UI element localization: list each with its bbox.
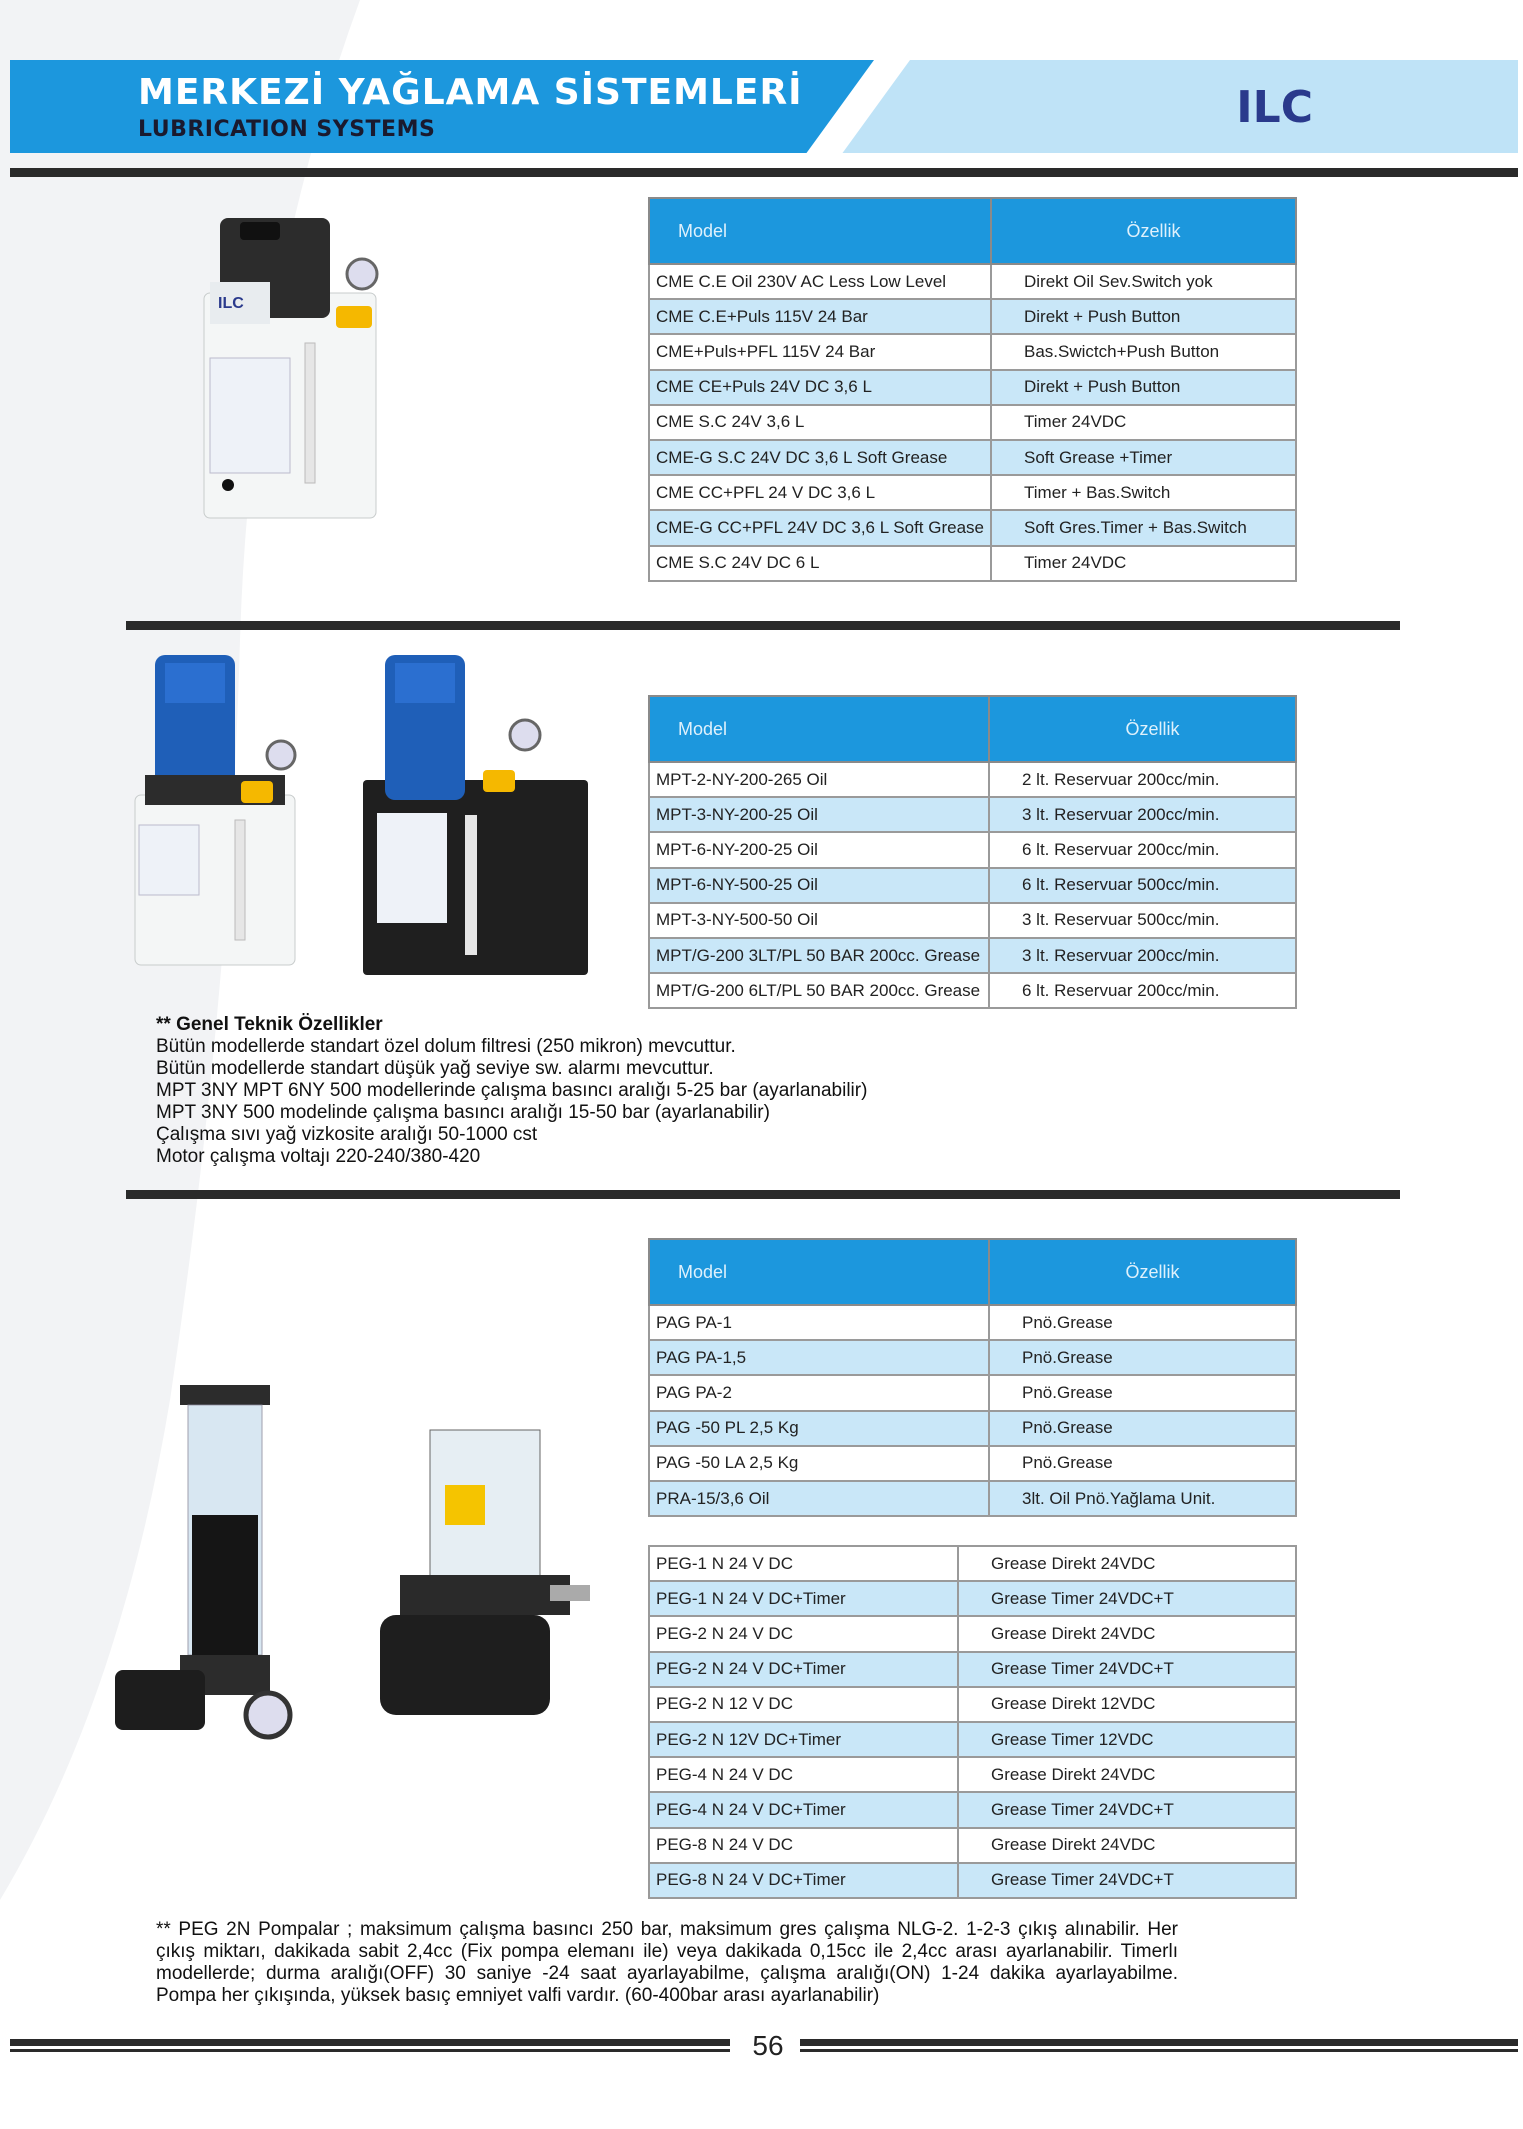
note-line: MPT 3NY MPT 6NY 500 modellerinde çalışma basıncı aralığı 5-25 bar (ayarlanabilir): [156, 1080, 868, 1101]
model-cell: PEG-1 N 24 V DC: [649, 1546, 958, 1581]
svg-text:ILC: ILC: [218, 295, 244, 312]
table-row: [649, 1305, 1296, 1340]
table-row: [649, 334, 1296, 369]
feature-cell: 2 lt. Reservuar 200cc/min.: [989, 762, 1296, 797]
feature-cell: 6 lt. Reservuar 200cc/min.: [989, 973, 1296, 1008]
model-cell: PAG -50 LA 2,5 Kg: [649, 1446, 989, 1481]
notes-heading: ** Genel Teknik Özellikler: [156, 1014, 383, 1035]
model-header: Model: [649, 198, 991, 264]
cme-unit-image: [200, 218, 385, 523]
table-row: [649, 1446, 1296, 1481]
feature-cell: Pnö.Grease: [989, 1446, 1296, 1481]
model-cell: CME S.C 24V 3,6 L: [649, 405, 991, 440]
footer-rule-right-thin: [800, 2049, 1518, 2052]
table-row: [649, 1687, 1296, 1722]
table-row: [649, 1828, 1296, 1863]
mpt-table: [648, 695, 1297, 1009]
feature-cell: Grease Timer 24VDC+T: [958, 1581, 1296, 1616]
feature-cell: Grease Timer 24VDC+T: [958, 1792, 1296, 1827]
model-cell: CME+Puls+PFL 115V 24 Bar: [649, 334, 991, 369]
model-cell: MPT-6-NY-500-25 Oil: [649, 868, 989, 903]
peg-unit-image: [370, 1425, 600, 1725]
table-row: [649, 1863, 1296, 1898]
model-header: Model: [649, 1239, 989, 1305]
feature-cell: Grease Direkt 12VDC: [958, 1687, 1296, 1722]
table-row: [649, 264, 1296, 299]
section-divider: [126, 1190, 1400, 1199]
feature-header: Özellik: [989, 696, 1296, 762]
model-cell: CME CE+Puls 24V DC 3,6 L: [649, 370, 991, 405]
feature-cell: 3lt. Oil Pnö.Yağlama Unit.: [989, 1481, 1296, 1516]
page-subtitle: LUBRICATION SYSTEMS: [138, 117, 436, 142]
model-cell: PEG-2 N 24 V DC: [649, 1616, 958, 1651]
mpt-black-unit-image: [355, 655, 595, 980]
model-cell: PAG PA-2: [649, 1375, 989, 1410]
feature-cell: Grease Timer 24VDC+T: [958, 1652, 1296, 1687]
model-cell: MPT-6-NY-200-25 Oil: [649, 832, 989, 867]
feature-cell: Timer + Bas.Switch: [991, 475, 1296, 510]
model-cell: CME C.E Oil 230V AC Less Low Level: [649, 264, 991, 299]
feature-cell: Grease Timer 12VDC: [958, 1722, 1296, 1757]
model-header: Model: [649, 696, 989, 762]
feature-cell: Pnö.Grease: [989, 1375, 1296, 1410]
table-row: [649, 868, 1296, 903]
feature-cell: 6 lt. Reservuar 500cc/min.: [989, 868, 1296, 903]
model-cell: PEG-4 N 24 V DC+Timer: [649, 1792, 958, 1827]
footer-rule-left-thin: [10, 2049, 730, 2052]
table-row: [649, 440, 1296, 475]
model-cell: PEG-1 N 24 V DC+Timer: [649, 1581, 958, 1616]
feature-cell: 6 lt. Reservuar 200cc/min.: [989, 832, 1296, 867]
model-cell: PAG PA-1,5: [649, 1340, 989, 1375]
note-line: Çalışma sıvı yağ vizkosite aralığı 50-1000 cst: [156, 1124, 538, 1145]
model-cell: MPT/G-200 6LT/PL 50 BAR 200cc. Grease: [649, 973, 989, 1008]
pag-table: [648, 1238, 1297, 1517]
note-line: Motor çalışma voltajı 220-240/380-420: [156, 1146, 481, 1167]
feature-cell: Pnö.Grease: [989, 1340, 1296, 1375]
model-cell: PEG-8 N 24 V DC+Timer: [649, 1863, 958, 1898]
model-cell: MPT-3-NY-500-50 Oil: [649, 903, 989, 938]
feature-cell: 3 lt. Reservuar 500cc/min.: [989, 903, 1296, 938]
model-cell: PAG PA-1: [649, 1305, 989, 1340]
feature-cell: Direkt Oil Sev.Switch yok: [991, 264, 1296, 299]
model-cell: PEG-2 N 12V DC+Timer: [649, 1722, 958, 1757]
general-notes: [156, 1014, 867, 1168]
feature-cell: Pnö.Grease: [989, 1411, 1296, 1446]
feature-header: Özellik: [989, 1239, 1296, 1305]
feature-cell: Pnö.Grease: [989, 1305, 1296, 1340]
table-row: [649, 832, 1296, 867]
feature-cell: 3 lt. Reservuar 200cc/min.: [989, 938, 1296, 973]
mpt-white-unit-image: [125, 655, 315, 970]
feature-cell: Soft Gres.Timer + Bas.Switch: [991, 510, 1296, 545]
page-title: MERKEZİ YAĞLAMA SİSTEMLERİ: [138, 72, 803, 113]
feature-cell: Direkt + Push Button: [991, 370, 1296, 405]
feature-header: Özellik: [991, 198, 1296, 264]
table-row: [649, 510, 1296, 545]
feature-cell: Soft Grease +Timer: [991, 440, 1296, 475]
feature-cell: Timer 24VDC: [991, 405, 1296, 440]
table-row: [649, 1340, 1296, 1375]
note-line: Bütün modellerde standart düşük yağ seviye sw. alarmı mevcuttur.: [156, 1058, 714, 1079]
note-line: Bütün modellerde standart özel dolum filtresi (250 mikron) mevcuttur.: [156, 1036, 736, 1057]
table-row: [649, 546, 1296, 581]
table-row: [649, 1757, 1296, 1792]
model-cell: CME S.C 24V DC 6 L: [649, 546, 991, 581]
model-cell: PAG -50 PL 2,5 Kg: [649, 1411, 989, 1446]
table-row: [649, 405, 1296, 440]
feature-cell: Grease Direkt 24VDC: [958, 1757, 1296, 1792]
table-row: [649, 797, 1296, 832]
model-cell: MPT-3-NY-200-25 Oil: [649, 797, 989, 832]
model-cell: CME-G S.C 24V DC 3,6 L Soft Grease: [649, 440, 991, 475]
feature-cell: 3 lt. Reservuar 200cc/min.: [989, 797, 1296, 832]
section-divider: [126, 621, 1400, 630]
table-row: [649, 1652, 1296, 1687]
table-row: [649, 1411, 1296, 1446]
peg-table: [648, 1545, 1297, 1899]
model-cell: MPT/G-200 3LT/PL 50 BAR 200cc. Grease: [649, 938, 989, 973]
table-row: [649, 938, 1296, 973]
model-cell: PEG-2 N 24 V DC+Timer: [649, 1652, 958, 1687]
note-line: MPT 3NY 500 modelinde çalışma basıncı aralığı 15-50 bar (ayarlanabilir): [156, 1102, 770, 1123]
model-cell: PRA-15/3,6 Oil: [649, 1481, 989, 1516]
table-row: [649, 1375, 1296, 1410]
header-rule: [10, 168, 1518, 177]
model-cell: CME CC+PFL 24 V DC 3,6 L: [649, 475, 991, 510]
table-row: [649, 1616, 1296, 1651]
model-cell: PEG-8 N 24 V DC: [649, 1828, 958, 1863]
pag-unit-image: [110, 1385, 310, 1745]
table-row: [649, 762, 1296, 797]
table-row: [649, 1792, 1296, 1827]
table-row: [649, 1581, 1296, 1616]
table-row: [649, 1546, 1296, 1581]
feature-cell: Timer 24VDC: [991, 546, 1296, 581]
page-number: 56: [752, 2030, 784, 2061]
table-row: [649, 973, 1296, 1008]
table-row: [649, 370, 1296, 405]
model-cell: CME-G CC+PFL 24V DC 3,6 L Soft Grease: [649, 510, 991, 545]
feature-cell: Bas.Swictch+Push Button: [991, 334, 1296, 369]
table-row: [649, 475, 1296, 510]
table-row: [649, 1481, 1296, 1516]
brand-logo: ILC: [1236, 82, 1313, 133]
table-row: [649, 299, 1296, 334]
model-cell: CME C.E+Puls 115V 24 Bar: [649, 299, 991, 334]
footer-rule-left: [10, 2039, 730, 2046]
feature-cell: Grease Direkt 24VDC: [958, 1616, 1296, 1651]
feature-cell: Grease Timer 24VDC+T: [958, 1863, 1296, 1898]
model-cell: MPT-2-NY-200-265 Oil: [649, 762, 989, 797]
footer-rule-right: [800, 2039, 1518, 2046]
feature-cell: Grease Direkt 24VDC: [958, 1828, 1296, 1863]
cme-table: [648, 197, 1297, 582]
feature-cell: Grease Direkt 24VDC: [958, 1546, 1296, 1581]
feature-cell: Direkt + Push Button: [991, 299, 1296, 334]
model-cell: PEG-4 N 24 V DC: [649, 1757, 958, 1792]
table-row: [649, 1722, 1296, 1757]
model-cell: PEG-2 N 12 V DC: [649, 1687, 958, 1722]
table-row: [649, 903, 1296, 938]
peg-note: ** PEG 2N Pompalar ; maksimum çalışma basıncı 250 bar, maksimum gres çalışma NLG-2. 1-2-3 çıkış alınabilir. Her çıkış miktarı, dakikada sabit 2,4cc (Fix pompa elemanı ile) veya dakikada 0,15cc ile 2,4cc arası ayarlanabilir. Timerlı modellerde; durma aralığı(OFF) 30 saniye -24 saat ayarlayabilme, çalışma aralığı(ON) 1-24 dakika ayarlayabilme. Pompa her çıkışında, yüksek basıç emniyet valfi vardır. (60-400bar arası ayarlanabilir): [156, 1919, 1178, 2006]
